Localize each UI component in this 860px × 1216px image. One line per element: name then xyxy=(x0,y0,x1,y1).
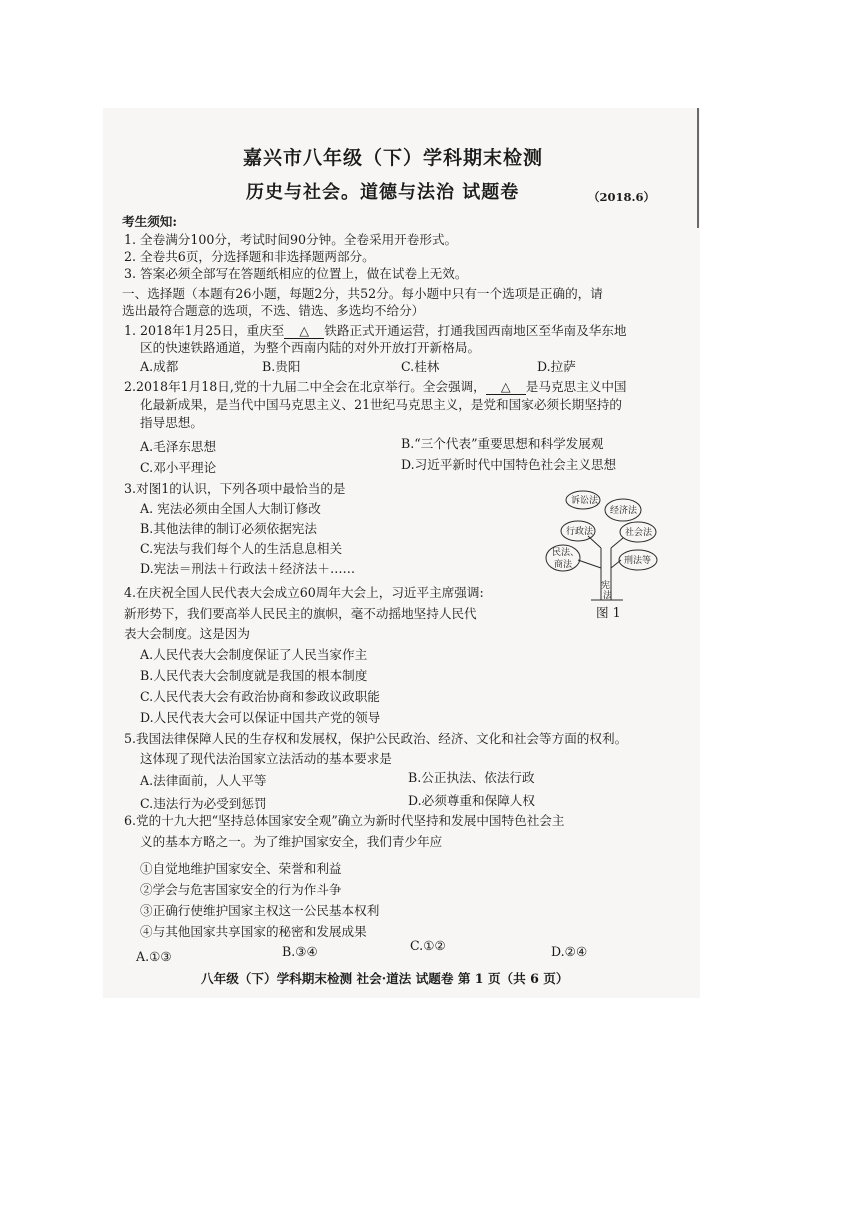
question-2-cont: 化最新成果，是当代中国马克思主义、21世纪马克思主义，是党和国家必须长期坚持的 xyxy=(140,397,622,412)
page-footer: 八年级（下）学科期末检测 社会·道法 试题卷 第 1 页（共 6 页） xyxy=(201,971,569,986)
statement-2: ②学会与危害国家安全的行为作斗争 xyxy=(140,882,342,897)
label-economic-law: 经济法 xyxy=(610,506,638,516)
option-c: C.违法行为必受到惩罚 xyxy=(140,796,267,811)
label-constitution-1: 宪 xyxy=(601,581,611,591)
option-b: B.公正执法、依法行政 xyxy=(408,770,535,785)
option-a: A.法律面前，人人平等 xyxy=(140,773,267,788)
option-d: D.②④ xyxy=(551,944,588,959)
notice-heading: 考生须知: xyxy=(122,214,178,229)
option-b: B.其他法律的制订必须依据宪法 xyxy=(140,521,317,536)
label-constitution-2: 法 xyxy=(603,591,613,601)
exam-date: （2018.6） xyxy=(588,190,656,204)
label-criminal-law: 刑法等 xyxy=(624,556,652,566)
option-c: C.桂林 xyxy=(401,359,440,374)
question-1-stem-post: 铁路正式开通运营，打通我国西南地区至华南及华东地 xyxy=(324,323,627,338)
figure-caption: 图 1 xyxy=(596,605,621,620)
option-c: C.人民代表大会有政治协商和参政议政职能 xyxy=(140,689,380,704)
option-b: B.③④ xyxy=(282,944,318,959)
option-c: C.邓小平理论 xyxy=(140,460,217,475)
question-6: 6.党的十九大把“坚持总体国家安全观”确立为新时代坚持和发展中国特色社会主 xyxy=(124,813,565,828)
question-2-stem-pre: 2.2018年1月18日,党的十九届二中全会在北京举行。全会强调， xyxy=(124,379,486,394)
statement-4: ④与其他国家共享国家的秘密和发展成果 xyxy=(140,924,367,939)
option-d: D.习近平新时代中国特色社会主义思想 xyxy=(401,457,617,472)
question-2-stem-post: 是马克思主义中国 xyxy=(525,379,627,394)
section-heading: 一、选择题（本题有26小题，每题2分，共52分。每小题中只有一个选项是正确的，请 xyxy=(122,286,603,301)
statement-3: ③正确行使维护国家主权这一公民基本权利 xyxy=(140,903,380,918)
option-b: B.贵阳 xyxy=(262,359,301,374)
question-6-cont: 义的基本方略之一。为了维护国家安全，我们青少年应 xyxy=(140,834,443,849)
question-2 xyxy=(124,378,627,395)
question-4: 4.在庆祝全国人民代表大会成立60周年大会上，习近平主席强调: xyxy=(124,585,484,600)
question-2-cont: 指导思想。 xyxy=(140,415,203,430)
exam-title: 嘉兴市八年级（下）学科期末检测 xyxy=(243,147,544,169)
answer-blank: △ xyxy=(486,380,526,395)
notice-item: 2. 全卷共6页，分选择题和非选择题两部分。 xyxy=(124,249,375,264)
answer-blank: △ xyxy=(284,324,324,339)
option-d: D.人民代表大会可以保证中国共产党的领导 xyxy=(140,710,381,725)
question-5-cont: 这体现了现代法治国家立法活动的基本要求是 xyxy=(140,751,392,766)
option-a: A.人民代表大会制度保证了人民当家作主 xyxy=(140,647,368,662)
notice-item: 1. 全卷满分100分，考试时间90分钟。全卷采用开卷形式。 xyxy=(124,232,458,247)
option-c: C.①② xyxy=(410,938,446,953)
option-a: A. 宪法必须由全国人大制订修改 xyxy=(140,501,321,516)
label-litigation-law: 诉讼法 xyxy=(571,496,599,506)
page-edge-shadow xyxy=(697,108,699,228)
label-commercial-law: 商法 xyxy=(554,560,573,570)
question-1-stem-pre: 1. 2018年1月25日，重庆至 xyxy=(124,323,285,338)
label-social-law: 社会法 xyxy=(625,528,653,538)
option-d: D.宪法＝刑法＋行政法＋经济法＋…… xyxy=(140,561,356,576)
option-a: A.①③ xyxy=(136,949,172,964)
question-4-cont: 表大会制度。这是因为 xyxy=(124,626,250,641)
label-administrative-law: 行政法 xyxy=(566,527,594,537)
statement-1: ①自觉地维护国家安全、荣誉和利益 xyxy=(140,861,342,876)
question-4-cont: 新形势下，我们要高举人民民主的旗帜，毫不动摇地坚持人民代 xyxy=(124,606,477,621)
law-tree-figure xyxy=(543,488,665,608)
exam-subtitle: 历史与社会。道德与法治 试题卷 xyxy=(246,182,520,203)
question-3: 3.对图1的认识，下列各项中最恰当的是 xyxy=(124,481,346,496)
option-d: D.拉萨 xyxy=(537,359,576,374)
option-b: B.人民代表大会制度就是我国的根本制度 xyxy=(140,668,368,683)
option-b: B.“三个代表”重要思想和科学发展观 xyxy=(401,436,604,451)
option-a: A.成都 xyxy=(140,359,179,374)
question-1-cont: 区的快速铁路通道，为整个西南内陆的对外开放打开新格局。 xyxy=(140,340,481,355)
section-heading-cont: 选出最符合题意的选项，不选、错选、多选均不给分） xyxy=(122,303,425,318)
option-c: C.宪法与我们每个人的生活息息相关 xyxy=(140,541,343,556)
question-1 xyxy=(124,322,627,339)
option-a: A.毛泽东思想 xyxy=(140,439,217,454)
notice-item: 3. 答案必须全部写在答题纸相应的位置上，做在试卷上无效。 xyxy=(124,266,468,281)
question-5: 5.我国法律保障人民的生存权和发展权，保护公民政治、经济、文化和社会等方面的权利。 xyxy=(124,731,628,746)
label-civil-law: 民法、 xyxy=(552,548,580,558)
option-d: D.必须尊重和保障人权 xyxy=(408,793,535,808)
